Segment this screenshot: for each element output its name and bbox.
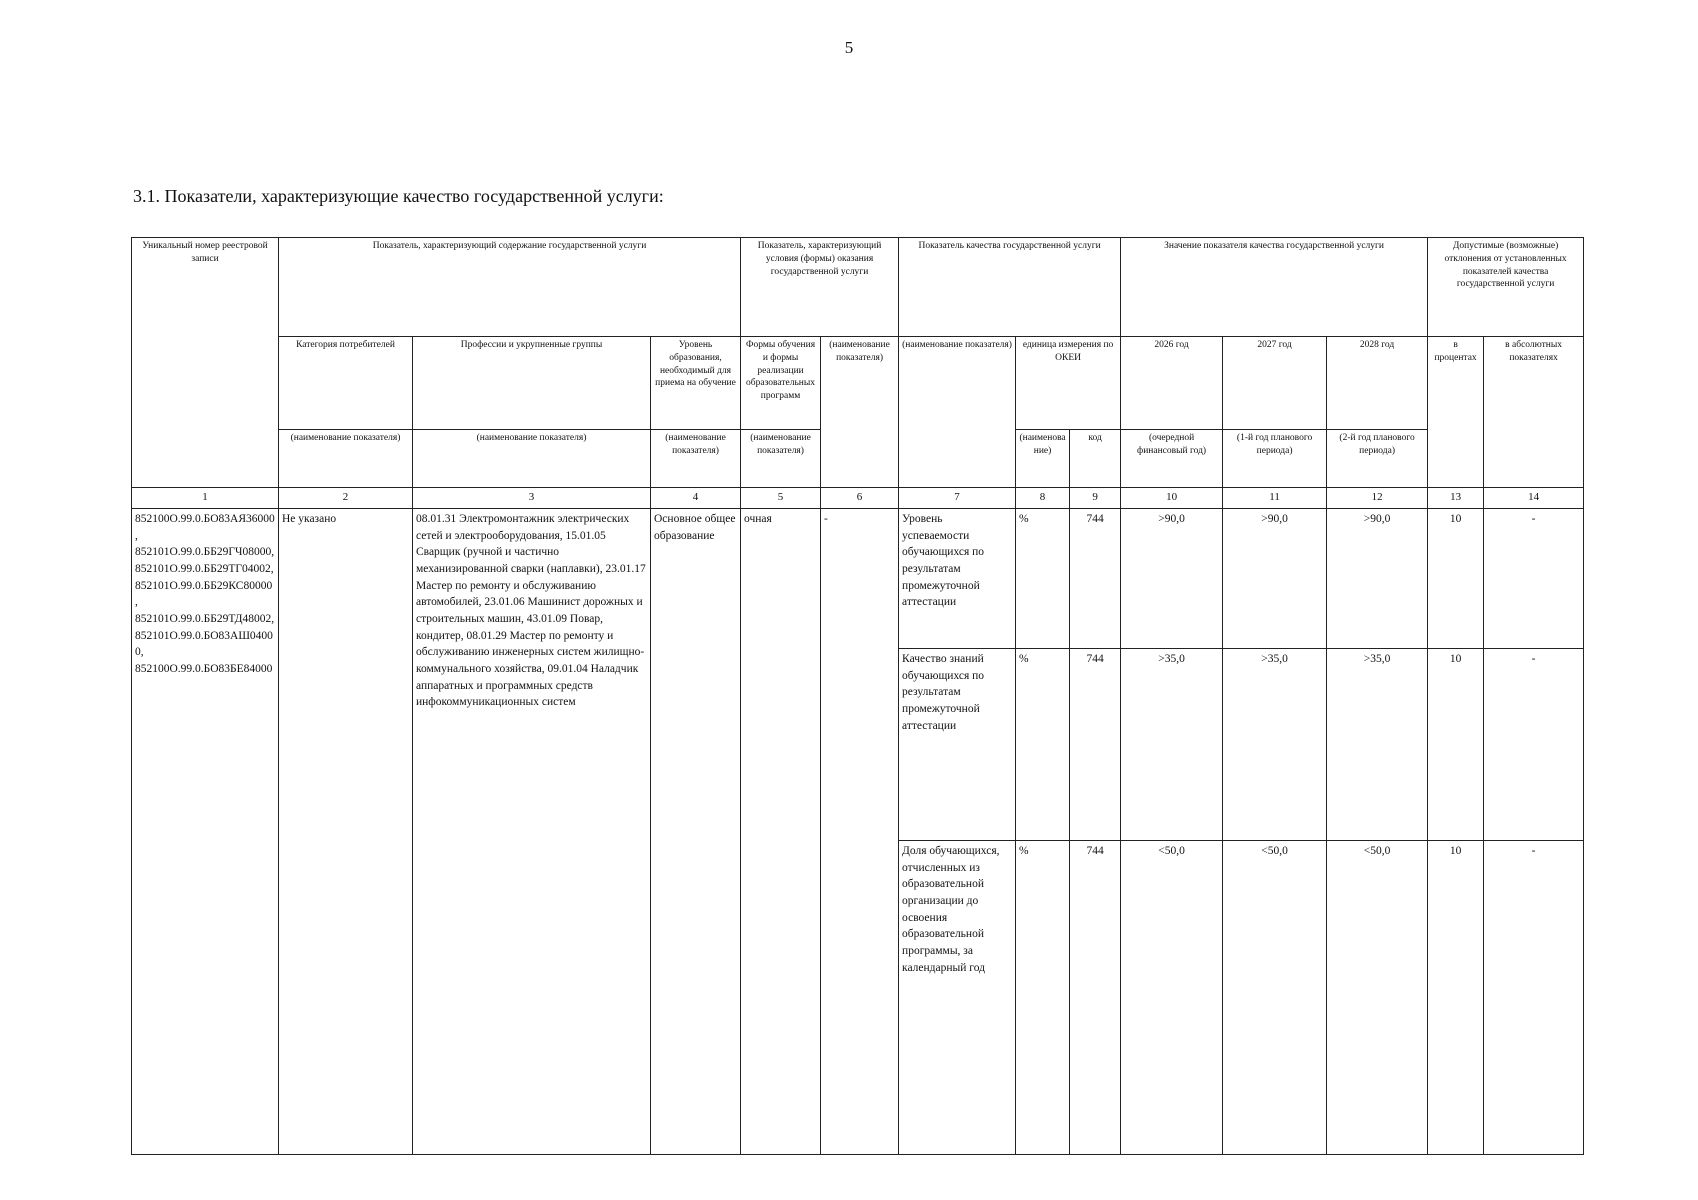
education-level-cell: Основное общее образование — [651, 509, 741, 1155]
header-quality-indicator: Показатель качества государственной услуги — [899, 238, 1121, 337]
column-number: 12 — [1327, 488, 1428, 509]
column-number: 5 — [741, 488, 821, 509]
header-year-2026: 2026 год — [1121, 337, 1223, 430]
column-number: 7 — [899, 488, 1016, 509]
indicator-2026-cell: <50,0 — [1121, 841, 1223, 1155]
column-number: 8 — [1016, 488, 1070, 509]
indicator-percent-cell: 10 — [1428, 649, 1484, 841]
indicator-2027-cell: <50,0 — [1223, 841, 1327, 1155]
header-year-2027: 2027 год — [1223, 337, 1327, 430]
indicator-name-cell: Доля обучающихся, отчисленных из образовательной организации до освоения образовательной программы, за календарный год — [899, 841, 1016, 1155]
indicator-name-cell: Качество знаний обучающихся по результатам промежуточной аттестации — [899, 649, 1016, 841]
table-row — [132, 509, 1584, 649]
column-number: 13 — [1428, 488, 1484, 509]
indicator-2026-cell: >90,0 — [1121, 509, 1223, 649]
header-registry-number: Уникальный номер реестровой записи — [132, 238, 279, 488]
header-content-indicator: Показатель, характеризующий содержание государственной услуги — [279, 238, 741, 337]
indicator-percent-cell: 10 — [1428, 509, 1484, 649]
header-name-col5: (наименование показателя) — [741, 430, 821, 488]
header-professions: Профессии и укрупненные группы — [413, 337, 651, 430]
column-number: 9 — [1070, 488, 1121, 509]
header-row-1 — [132, 238, 1584, 337]
indicator-unit-cell: % — [1016, 509, 1070, 649]
col6-cell: - — [821, 509, 899, 1155]
indicator-unit-cell: % — [1016, 841, 1070, 1155]
indicator-code-cell: 744 — [1070, 509, 1121, 649]
indicator-2028-cell: <50,0 — [1327, 841, 1428, 1155]
header-name-col2: (наименование показателя) — [279, 430, 413, 488]
column-number: 14 — [1484, 488, 1584, 509]
study-form-cell: очная — [741, 509, 821, 1155]
header-deviations: Допустимые (возможные) отклонения от установленных показателей качества государственной услуги — [1428, 238, 1584, 337]
header-absolute: в абсолютных показателях — [1484, 337, 1584, 488]
indicator-absolute-cell: - — [1484, 841, 1584, 1155]
header-quality-value: Значение показателя качества государственной услуги — [1121, 238, 1428, 337]
header-name-col4: (наименование показателя) — [651, 430, 741, 488]
indicator-2027-cell: >90,0 — [1223, 509, 1327, 649]
column-number: 4 — [651, 488, 741, 509]
indicator-name-cell: Уровень успеваемости обучающихся по результатам промежуточной аттестации — [899, 509, 1016, 649]
column-number: 2 — [279, 488, 413, 509]
registry-numbers-cell: 852100О.99.0.БО83АЯ36000, 852101О.99.0.ББ29ГЧ08000, 852101О.99.0.ББ29ТГ04002, 852101О.99.0.ББ29КС80000, 852101О.99.0.ББ29ТД48002, 852101О.99.0.БО83АШ04000, 852100О.99.0.БО83БЕ84000 — [132, 509, 279, 1155]
header-consumer-category: Категория потребителей — [279, 337, 413, 430]
indicator-percent-cell: 10 — [1428, 841, 1484, 1155]
page-number: 5 — [844, 38, 854, 57]
header-name-col7: (наименование показателя) — [899, 337, 1016, 488]
header-study-forms: Формы обучения и формы реализации образовательных программ — [741, 337, 821, 430]
header-unit-name: (наименование) — [1016, 430, 1070, 488]
consumer-category-cell: Не указано — [279, 509, 413, 1155]
column-numbers-row — [132, 488, 1584, 509]
indicator-2028-cell: >90,0 — [1327, 509, 1428, 649]
indicator-unit-cell: % — [1016, 649, 1070, 841]
header-row-2 — [132, 337, 1584, 430]
header-unit-code: код — [1070, 430, 1121, 488]
indicator-code-cell: 744 — [1070, 841, 1121, 1155]
professions-cell: 08.01.31 Электромонтажник электрических сетей и электрооборудования, 15.01.05 Сварщик (ручной и частично механизированной сварки (наплавки), 23.01.17 Мастер по ремонту и обслуживанию автомобилей, 23.01.06 Машинист дорожных и строительных машин, 43.01.09 Повар, кондитер, 08.01.29 Мастер по ремонту и обслуживанию инженерных систем жилищно-коммунального хозяйства, 09.01.04 Наладчик аппаратных и программных средств инфокоммуникационных систем — [413, 509, 651, 1155]
header-name-col3: (наименование показателя) — [413, 430, 651, 488]
header-conditions-indicator: Показатель, характеризующий условия (формы) оказания государственной услуги — [741, 238, 899, 337]
header-unit-okei: единица измерения по ОКЕИ — [1016, 337, 1121, 430]
column-number: 6 — [821, 488, 899, 509]
indicator-code-cell: 744 — [1070, 649, 1121, 841]
column-number: 10 — [1121, 488, 1223, 509]
header-name-col6: (наименование показателя) — [821, 337, 899, 488]
indicator-2028-cell: >35,0 — [1327, 649, 1428, 841]
indicator-absolute-cell: - — [1484, 509, 1584, 649]
section-title: 3.1. Показатели, характеризующие качество государственной услуги: — [133, 186, 664, 206]
column-number: 3 — [413, 488, 651, 509]
header-percent: в процентах — [1428, 337, 1484, 488]
column-number: 11 — [1223, 488, 1327, 509]
indicator-2027-cell: >35,0 — [1223, 649, 1327, 841]
indicator-absolute-cell: - — [1484, 649, 1584, 841]
header-period-2027: (1-й год планового периода) — [1223, 430, 1327, 488]
header-year-2028: 2028 год — [1327, 337, 1428, 430]
quality-indicators-table — [131, 237, 1584, 1155]
header-education-level: Уровень образования, необходимый для приема на обучение — [651, 337, 741, 430]
indicator-2026-cell: >35,0 — [1121, 649, 1223, 841]
column-number: 1 — [132, 488, 279, 509]
header-period-2028: (2-й год планового периода) — [1327, 430, 1428, 488]
header-period-2026: (очередной финансовый год) — [1121, 430, 1223, 488]
